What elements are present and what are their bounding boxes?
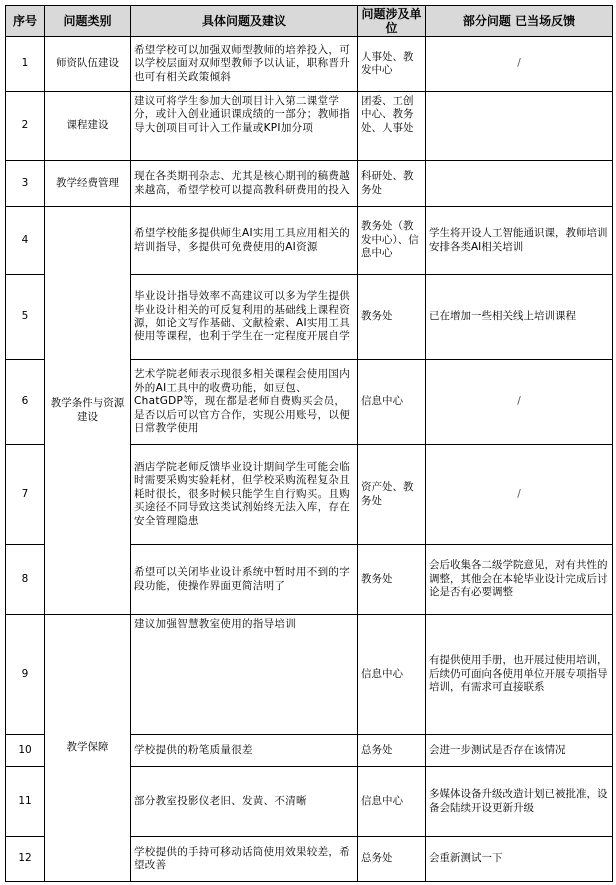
row-feedback xyxy=(426,161,613,207)
row-detail: 酒店学院老师反馈毕业设计期间学生可能会临时需要采购实验耗材，但学校采购流程复杂且耗时很长，很多时候只能学生自行购买。且购买途径不同导致这类试剂始终无法入库，存在安全管理隐患 xyxy=(131,445,358,545)
row-unit: 信息中心 xyxy=(358,767,426,837)
table-row xyxy=(6,37,613,92)
row-feedback: 会进一步测试是否存在该情况 xyxy=(426,735,613,767)
row-number: 4 xyxy=(6,207,45,275)
row-unit: 总务处 xyxy=(358,837,426,882)
row-number: 8 xyxy=(6,545,45,615)
row-number: 1 xyxy=(6,37,45,92)
row-category: 师资队伍建设 xyxy=(45,37,131,92)
row-detail: 现在各类期刊杂志、尤其是核心期刊的稿费越来越高，希望学校可以提高教科研费用的投入 xyxy=(131,161,358,207)
header-category: 问题类别 xyxy=(45,6,131,37)
row-feedback: 有提供使用手册，也开展过使用培训，后续仍可面向各使用单位开展专项指导培训，有需求可直接联系 xyxy=(426,615,613,735)
row-detail: 建议加强智慧教室使用的指导培训 xyxy=(131,615,358,735)
table-row xyxy=(6,161,613,207)
row-category: 课程建设 xyxy=(45,92,131,161)
row-number: 5 xyxy=(6,275,45,360)
row-unit: 信息中心 xyxy=(358,360,426,445)
row-unit: 总务处 xyxy=(358,735,426,767)
row-unit: 信息中心 xyxy=(358,615,426,735)
row-detail: 部分教室投影仪老旧、发黄、不清晰 xyxy=(131,767,358,837)
header-unit: 问题涉及单位 xyxy=(358,6,426,37)
row-feedback: 学生将开设人工智能通识课，教师培训安排各类AI相关培训 xyxy=(426,207,613,275)
row-number: 10 xyxy=(6,735,45,767)
row-category: 教学经费管理 xyxy=(45,161,131,207)
row-category: 教学条件与资源建设 xyxy=(45,207,131,615)
table-row xyxy=(6,615,613,735)
row-unit: 教务处（教发中心）、信息中心 xyxy=(358,207,426,275)
row-feedback: 多媒体设备升级改造计划已被批准，设备会陆续开设更新升级 xyxy=(426,767,613,837)
row-detail: 建议可将学生参加大创项目计入第二课堂学分，或计入创业通识课成绩的一部分；教师指导大创项目可计入工作量或KPI加分项 xyxy=(131,92,358,161)
row-feedback: 会后收集各二级学院意见，对有共性的调整，其他会在本轮毕业设计完成后讨论是否有必要调整 xyxy=(426,545,613,615)
row-unit: 团委、工创中心、教务处、人事处 xyxy=(358,92,426,161)
header-no: 序号 xyxy=(6,6,45,37)
row-feedback xyxy=(426,92,613,161)
row-number: 12 xyxy=(6,837,45,882)
row-number: 3 xyxy=(6,161,45,207)
row-unit: 教务处 xyxy=(358,275,426,360)
row-unit: 资产处、教务处 xyxy=(358,445,426,545)
row-detail: 毕业设计指导效率不高建议可以多为学生提供毕业设计相关的可反复利用的基础线上课程资源，如论文写作基础、文献检索、AI实用工具使用等课程，也利于学生在一定程度开展自学 xyxy=(131,275,358,360)
row-detail: 艺术学院老师表示现很多相关课程会使用国内外的AI工具中的收费功能，如豆包、ChatGDP等，现在都是老师自费购买会员，是否以后可以官方合作，实现公用账号，以便日常教学使用 xyxy=(131,360,358,445)
feedback-table xyxy=(5,5,613,882)
row-unit: 科研处、教务处 xyxy=(358,161,426,207)
table-row xyxy=(6,92,613,161)
row-detail: 学校提供的手持可移动话筒使用效果较差，希望改善 xyxy=(131,837,358,882)
row-detail: 希望学校可以加强双师型教师的培养投入，可以学校层面对双师型教师予以认证，职称晋升也可有相关政策倾斜 xyxy=(131,37,358,92)
row-number: 6 xyxy=(6,360,45,445)
row-unit: 人事处、教发中心 xyxy=(358,37,426,92)
row-number: 2 xyxy=(6,92,45,161)
row-feedback: / xyxy=(426,445,613,545)
table-row xyxy=(6,207,613,275)
row-feedback: 已在增加一些相关线上培训课程 xyxy=(426,275,613,360)
row-feedback: / xyxy=(426,37,613,92)
row-detail: 希望可以关闭毕业设计系统中暂时用不到的字段功能，使操作界面更简洁明了 xyxy=(131,545,358,615)
row-unit: 教务处 xyxy=(358,545,426,615)
row-number: 9 xyxy=(6,615,45,735)
row-category: 教学保障 xyxy=(45,615,131,882)
row-number: 11 xyxy=(6,767,45,837)
header-detail: 具体问题及建议 xyxy=(131,6,358,37)
row-detail: 学校提供的粉笔质量很差 xyxy=(131,735,358,767)
row-feedback: 会重新测试一下 xyxy=(426,837,613,882)
row-number: 7 xyxy=(6,445,45,545)
row-detail: 希望学校能多提供师生AI实用工具应用相关的培训指导，多提供可免费使用的AI资源 xyxy=(131,207,358,275)
header-row xyxy=(6,6,613,37)
header-feedback: 部分问题 已当场反馈 xyxy=(426,6,613,37)
row-feedback: / xyxy=(426,360,613,445)
